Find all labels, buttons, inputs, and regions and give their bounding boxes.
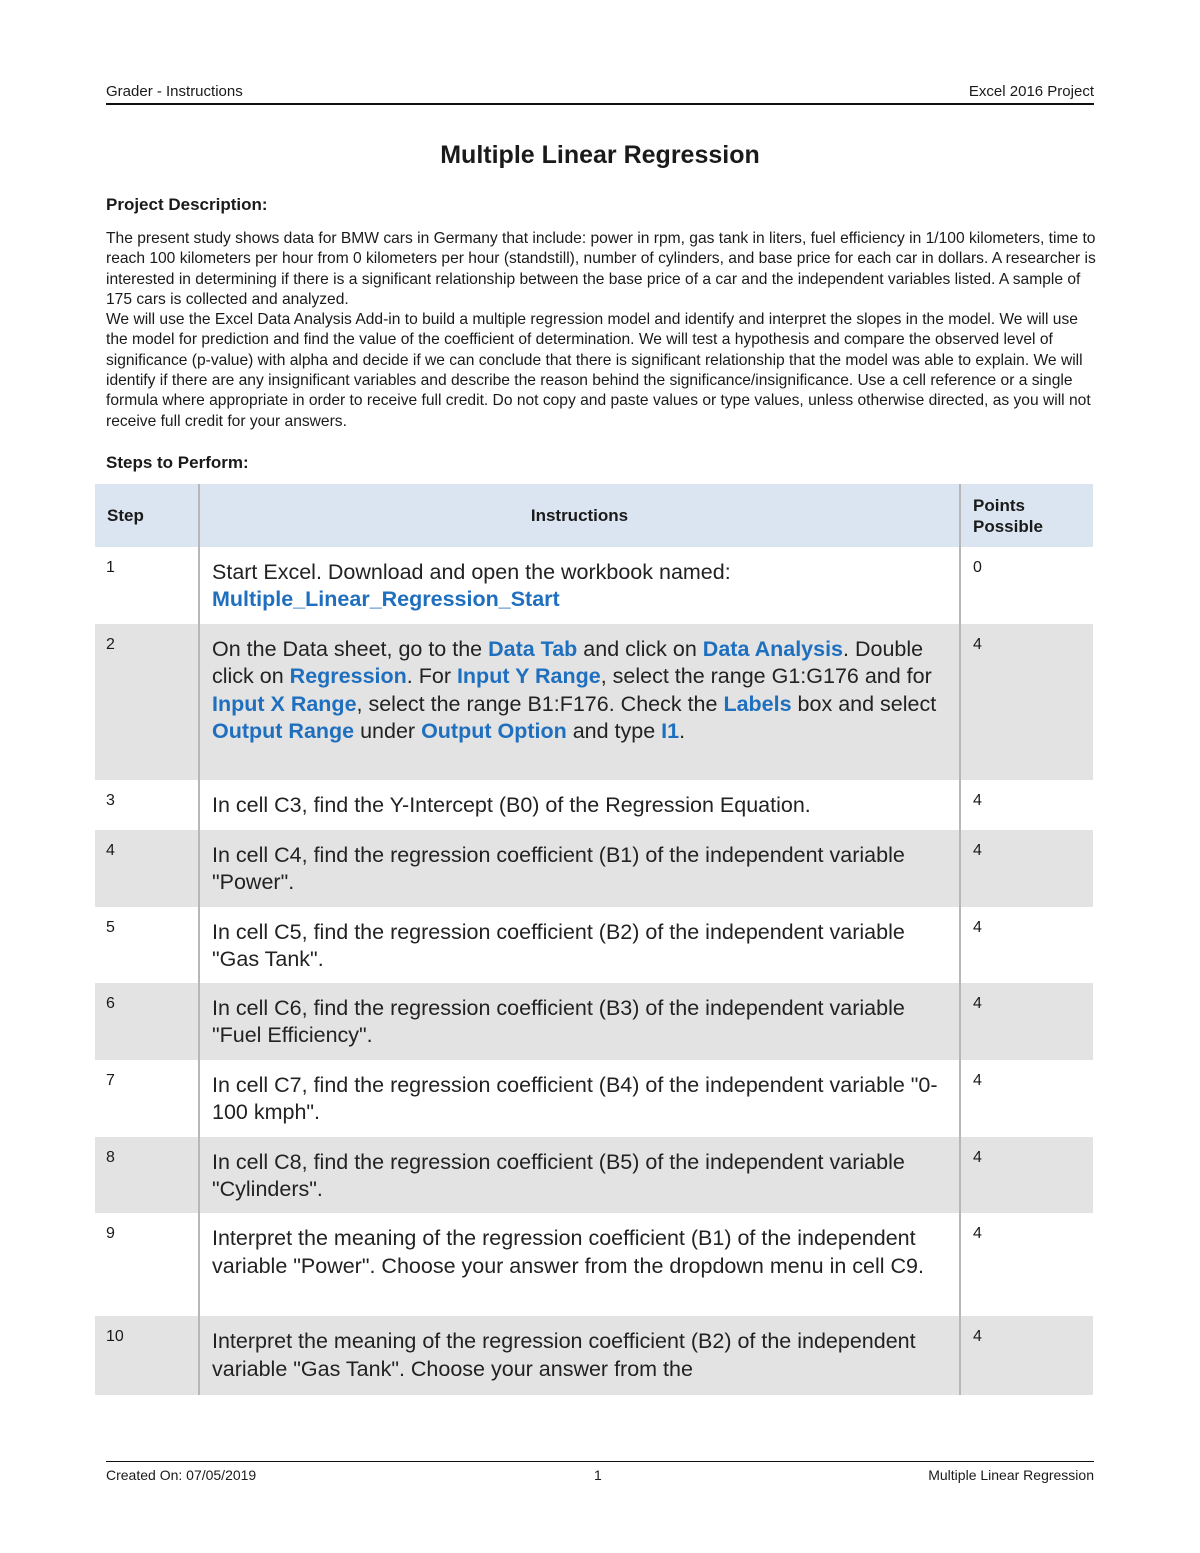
instruction-text: In cell C8, find the regression coefficient (B5) of the independent variable "Cylinders". bbox=[212, 1149, 905, 1202]
table-row bbox=[95, 547, 1093, 624]
instruction-text: under bbox=[354, 718, 422, 743]
instruction-keyword: Multiple_Linear_Regression_Start bbox=[212, 587, 560, 612]
step-points: 4 bbox=[960, 624, 1093, 780]
footer-doc-title: Multiple Linear Regression bbox=[928, 1467, 1094, 1483]
step-number: 5 bbox=[106, 918, 115, 936]
project-description bbox=[106, 229, 1098, 432]
step-instruction bbox=[199, 907, 960, 984]
table-row bbox=[95, 983, 1093, 1060]
step-instruction bbox=[199, 1213, 960, 1316]
page-header bbox=[106, 83, 1094, 105]
instruction-text: Start Excel. Download and open the workbook named: bbox=[212, 560, 731, 584]
step-instruction bbox=[199, 547, 960, 624]
step-points: 4 bbox=[960, 1316, 1093, 1395]
instruction-text: On the Data sheet, go to the bbox=[212, 637, 489, 661]
table-row bbox=[95, 780, 1093, 830]
step-instruction bbox=[199, 624, 960, 780]
step-points: 4 bbox=[960, 983, 1093, 1060]
instruction-text: . For bbox=[406, 664, 457, 689]
instruction-keyword: Input Y Range bbox=[456, 664, 601, 689]
instruction-text: In cell C4, find the regression coefficient (B1) of the independent variable "Power". bbox=[212, 843, 905, 895]
document-title: Multiple Linear Regression bbox=[440, 141, 760, 169]
step-points: 4 bbox=[960, 1060, 1093, 1137]
instruction-text: and type bbox=[566, 718, 662, 743]
step-number: 10 bbox=[106, 1328, 124, 1346]
step-number: 1 bbox=[106, 559, 115, 576]
footer-page-number: 1 bbox=[594, 1467, 602, 1483]
step-number: 7 bbox=[106, 1072, 115, 1090]
instruction-text: In cell C3, find the Y-Intercept (B0) of the Regression Equation. bbox=[212, 793, 811, 817]
instruction-text: and click on bbox=[577, 637, 703, 661]
header-right-text: Excel 2016 Project bbox=[968, 83, 1094, 100]
instruction-text: In cell C7, find the regression coefficient (B4) of the independent variable "0-100 kmph". bbox=[212, 1073, 938, 1125]
instruction-keyword: Regression bbox=[289, 664, 407, 689]
description-paragraph: The present study shows data for BMW cars in Germany that include: power in rpm, gas tank in liters, fuel efficiency in 1/100 kilometers, time to reach 100 kilometers per hour from 0 kilometers per hour (standstill), number of cylinders, and base price for each car in dollars. A researcher is interested in determining if there is a significant relationship between the base price of a car and the independent variables listed. A sample of 175 cars is collected and analyzed. bbox=[106, 230, 1096, 308]
step-number: 2 bbox=[106, 636, 115, 653]
instruction-text: In cell C6, find the regression coefficient (B3) of the independent variable "Fuel Efficiency". bbox=[212, 996, 905, 1048]
steps-table-body bbox=[95, 547, 1093, 1395]
step-number: 9 bbox=[106, 1225, 115, 1243]
table-row bbox=[95, 1060, 1093, 1137]
step-instruction bbox=[199, 983, 960, 1060]
step-points: 0 bbox=[960, 547, 1093, 624]
column-header-points: Points Possible bbox=[960, 484, 1093, 547]
instruction-keyword: Labels bbox=[723, 691, 792, 716]
table-row bbox=[95, 1213, 1093, 1316]
instruction-keyword: I1 bbox=[661, 718, 680, 743]
instruction-text: , select the range B1:F176. Check the bbox=[356, 691, 724, 716]
instruction-text: . bbox=[679, 718, 686, 743]
step-number: 8 bbox=[106, 1148, 115, 1166]
table-header-row bbox=[95, 484, 1093, 547]
instruction-text: . Double click on bbox=[212, 637, 924, 689]
header-left-text: Grader - Instructions bbox=[106, 83, 243, 100]
instruction-text: Interpret the meaning of the regression coefficient (B1) of the independent variable "Power". Choose your answer from the dropdown menu in cell C9. bbox=[212, 1226, 924, 1278]
table-row bbox=[95, 830, 1093, 907]
step-points: 4 bbox=[960, 1137, 1093, 1214]
instruction-text: In cell C5, find the regression coefficient (B2) of the independent variable "Gas Tank". bbox=[212, 919, 905, 971]
table-row bbox=[95, 1316, 1093, 1395]
instruction-text: , select the range G1:G176 and for bbox=[600, 664, 932, 689]
table-row bbox=[95, 624, 1093, 780]
table-row bbox=[95, 1137, 1093, 1214]
step-points: 4 bbox=[960, 907, 1093, 984]
step-instruction bbox=[199, 830, 960, 907]
steps-table bbox=[95, 484, 1093, 1395]
instruction-text: Interpret the meaning of the regression coefficient (B2) of the independent variable "Gas Tank". Choose your answer from the bbox=[212, 1329, 916, 1381]
step-number: 3 bbox=[106, 792, 115, 809]
column-header-instructions: Instructions bbox=[199, 484, 960, 547]
step-points: 4 bbox=[960, 1213, 1093, 1316]
footer-created-on: Created On: 07/05/2019 bbox=[106, 1467, 257, 1483]
step-instruction bbox=[199, 780, 960, 830]
instruction-keyword: Output Option bbox=[421, 718, 567, 743]
instruction-keyword: Data Analysis bbox=[702, 637, 844, 661]
step-instruction bbox=[199, 1316, 960, 1395]
instruction-keyword: Output Range bbox=[212, 718, 355, 743]
step-instruction bbox=[199, 1060, 960, 1137]
instruction-keyword: Input X Range bbox=[212, 691, 357, 716]
step-instruction bbox=[199, 1137, 960, 1214]
step-points: 4 bbox=[960, 830, 1093, 907]
steps-label: Steps to Perform: bbox=[106, 453, 249, 472]
column-header-step: Step bbox=[107, 505, 144, 525]
step-number: 4 bbox=[106, 842, 115, 859]
project-description-label: Project Description: bbox=[106, 195, 268, 214]
table-row bbox=[95, 907, 1093, 984]
step-number: 6 bbox=[106, 995, 115, 1013]
page-footer bbox=[106, 1461, 1094, 1488]
step-points: 4 bbox=[960, 780, 1093, 830]
instruction-text: box and select bbox=[791, 691, 937, 716]
description-paragraph: We will use the Excel Data Analysis Add-in to build a multiple regression model and identify and interpret the slopes in the model. We will use the model for prediction and find the value of the coefficient of determination. We will test a hypothesis and compare the observed level of significance (p-value) with alpha and decide if we can conclude that there is significant relationship that the model was able to explain. We will identify if there are any insignificant variables and describe the reason behind the significance/insignificance. Use a cell reference or a single formula where appropriate in order to receive full credit. Do not copy and paste values or type values, unless otherwise directed, as you will not receive full credit for your answers. bbox=[106, 311, 1091, 430]
instruction-keyword: Data Tab bbox=[488, 637, 578, 661]
